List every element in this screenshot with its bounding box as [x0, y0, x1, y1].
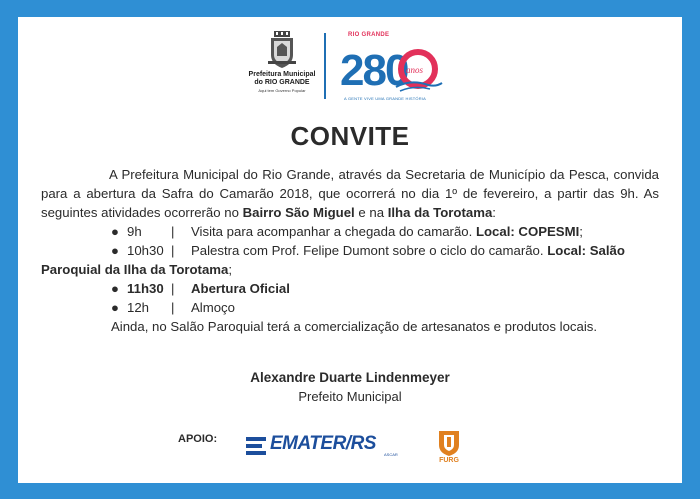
header-logos: [18, 17, 682, 107]
prefeitura-name-line1: Prefeitura Municipal: [248, 71, 316, 78]
schedule-separator: |: [171, 243, 175, 258]
schedule-text: Palestra com Prof. Felipe Dumont sobre o ciclo do camarão.: [191, 243, 548, 258]
schedule-item: [41, 241, 659, 260]
page-title: CONVITE: [290, 121, 410, 151]
bullet-icon: ●: [111, 281, 119, 296]
place-torotama: Ilha da Torotama: [387, 205, 493, 220]
schedule-separator: |: [171, 281, 175, 296]
furg-logo-text: FURG: [439, 457, 459, 464]
signature-role: Prefeito Municipal: [298, 389, 402, 404]
intro-text: A Prefeitura Municipal do Rio Grande, através da Secretaria de Município da Pesca, convida para a abertura da Safra do Camarão 2018, que ocorrerá no dia 1º de fevereiro, a partir das 9h. As seguintes atividades ocorrerão no: [41, 167, 659, 220]
header-divider: [324, 33, 326, 99]
prefeitura-name-line2: do RIO GRANDE: [254, 79, 310, 86]
closing-paragraph: Ainda, no Salão Paroquial terá a comercialização de artesanatos e produtos locais.: [111, 319, 598, 334]
schedule-item: [41, 279, 659, 298]
schedule-time: 10h30: [127, 243, 164, 258]
schedule-text: Almoço: [191, 300, 235, 315]
bullet-icon: ●: [111, 300, 119, 315]
schedule-time: 11h30: [127, 281, 164, 296]
invitation-card: [18, 17, 682, 483]
emater-logo-text: EMATER/RS: [270, 433, 376, 454]
schedule-time: 12h: [127, 300, 150, 315]
invitation-body: [41, 165, 659, 336]
intro-mid: e na: [354, 205, 388, 220]
anniversary-city: RIO GRANDE: [348, 32, 390, 38]
schedule-item-continued: [41, 260, 659, 279]
schedule-separator: |: [171, 224, 175, 239]
anniversary-number: 280: [340, 46, 408, 95]
emater-ascar-text: ASCAR: [384, 452, 398, 457]
anniversary-slogan: A GENTE VIVE UMA GRANDE HISTÓRIA: [344, 96, 426, 101]
support-label: APOIO:: [178, 433, 218, 445]
prefeitura-slogan: Aqui tem Governo Popular: [258, 88, 306, 93]
schedule-local: Local: COPESMI: [475, 224, 580, 239]
emater-logo-icon: [246, 435, 268, 457]
bullet-icon: ●: [111, 224, 119, 239]
schedule-time: 9h: [127, 224, 142, 239]
anniversary-word: anos: [406, 65, 424, 75]
city-crest-icon: [268, 31, 296, 69]
place-sao-miguel: Bairro São Miguel: [242, 205, 355, 220]
schedule-text: Abertura Oficial: [191, 281, 290, 296]
schedule-separator: |: [171, 300, 175, 315]
schedule-after: ;: [228, 262, 233, 277]
schedule-local: Local: Salão: [547, 243, 625, 258]
schedule-item: [41, 298, 659, 317]
intro-end: :: [492, 205, 496, 220]
intro-paragraph: [41, 165, 659, 222]
schedule-text: Visita para acompanhar a chegada do camarão.: [191, 224, 476, 239]
schedule-item: [41, 222, 659, 241]
signature-name: Alexandre Duarte Lindenmeyer: [250, 370, 450, 385]
schedule-after: ;: [579, 224, 583, 239]
furg-logo-icon: [436, 427, 462, 457]
bullet-icon: ●: [111, 243, 119, 258]
schedule-local-cont: Paroquial da Ilha da Torotama: [41, 262, 229, 277]
